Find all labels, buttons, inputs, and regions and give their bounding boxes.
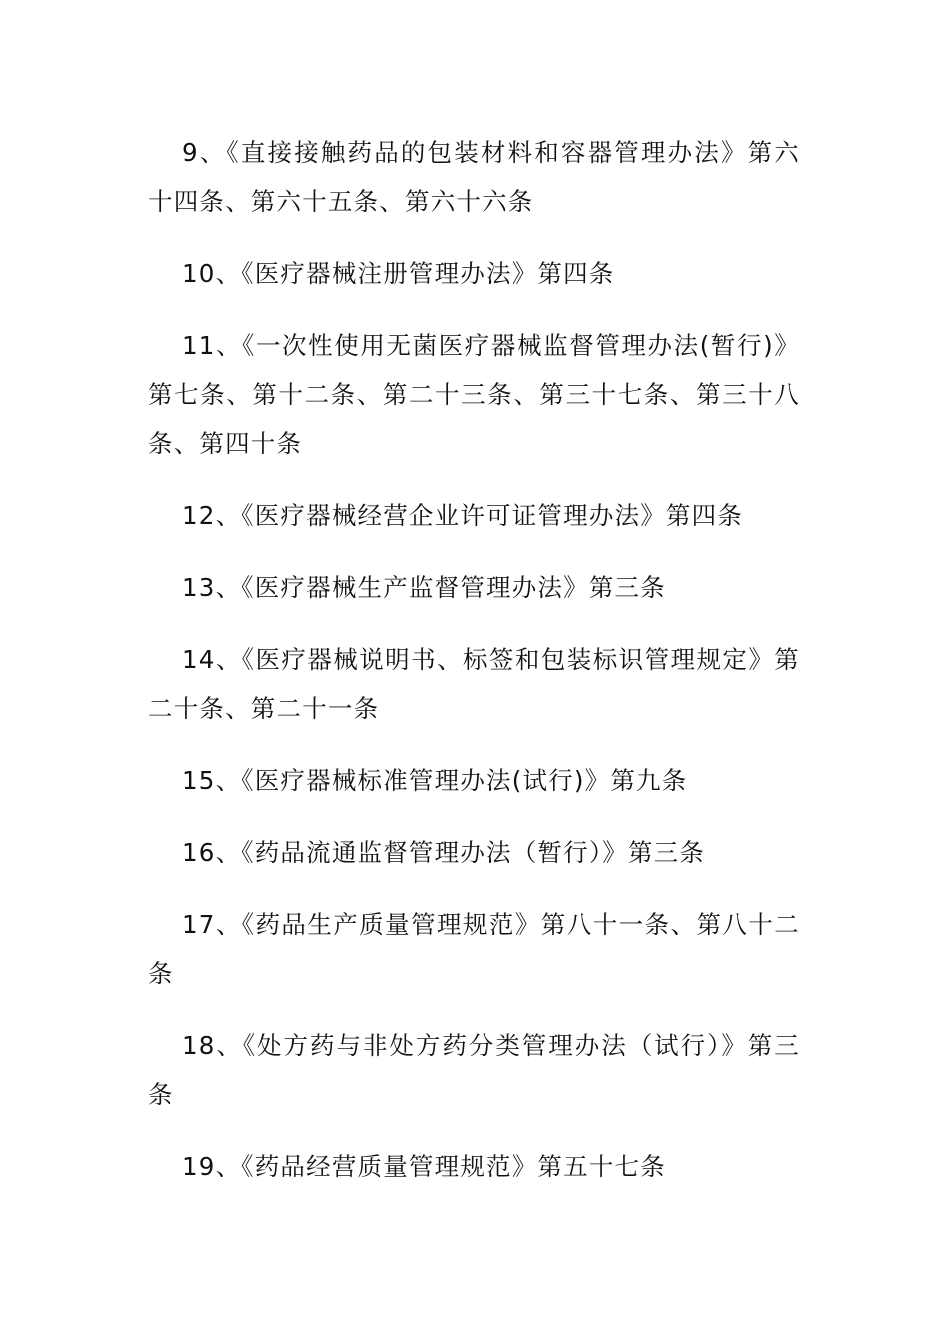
regulation-item-19: 19、《药品经营质量管理规范》第五十七条 — [182, 1152, 666, 1181]
regulation-item-17: 17、《药品生产质量管理规范》第八十一条、第八十二条 — [148, 910, 800, 988]
regulation-item-14: 14、《医疗器械说明书、标签和包装标识管理规定》第二十条、第二十一条 — [148, 645, 800, 723]
regulation-item-10: 10、《医疗器械注册管理办法》第四条 — [182, 259, 615, 288]
regulation-item-11: 11、《一次性使用无菌医疗器械监督管理办法(暂行)》第七条、第十二条、第二十三条、第三十七条、第三十八条、第四十条 — [148, 331, 800, 458]
regulation-item-12: 12、《医疗器械经营企业许可证管理办法》第四条 — [182, 501, 744, 530]
regulation-item-18: 18、《处方药与非处方药分类管理办法（试行）》第三条 — [148, 1031, 800, 1109]
regulation-item-15: 15、《医疗器械标准管理办法(试行)》第九条 — [182, 766, 688, 795]
regulation-item-9: 9、《直接接触药品的包装材料和容器管理办法》第六十四条、第六十五条、第六十六条 — [148, 138, 800, 216]
regulation-item-16: 16、《药品流通监督管理办法（暂行）》第三条 — [182, 838, 706, 867]
regulation-item-13: 13、《医疗器械生产监督管理办法》第三条 — [182, 573, 666, 602]
